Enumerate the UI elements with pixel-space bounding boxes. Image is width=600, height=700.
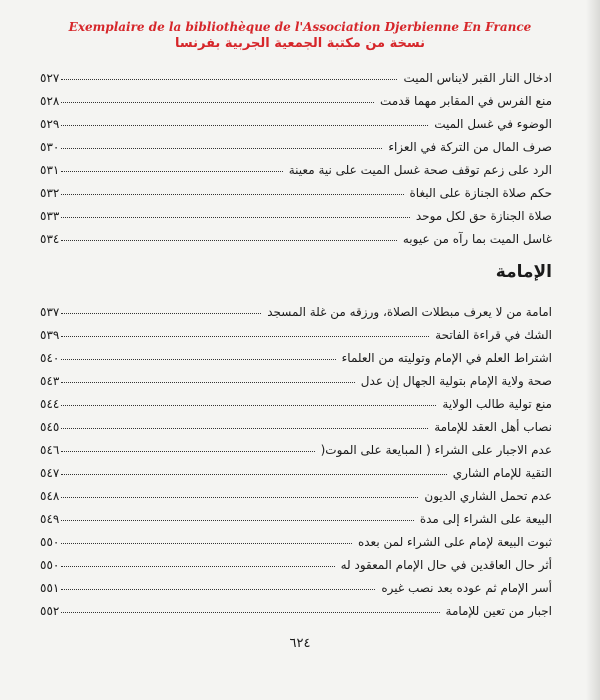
toc-entry-title: حكم صلاة الجنازة على البغاة	[409, 186, 552, 200]
toc-entry	[40, 85, 552, 108]
toc-entry-page: ٥٥٢	[40, 604, 60, 618]
dot-leader	[61, 148, 382, 149]
watermark-arabic: نسخة من مكتبة الجمعية الجربية بفرنسا	[175, 36, 425, 51]
toc-entry-title: اشتراط العلم في الإمام وتوليته من العلماء	[341, 351, 552, 365]
toc-entry-title: غاسل الميت بما رآه من عيوبه	[402, 232, 552, 246]
toc-entry-title: الرد على زعم توقف صحة غسل الميت على نية معينة	[288, 163, 552, 177]
page-edge-shadow	[586, 0, 600, 700]
toc-entry-page: ٥٣٩	[40, 328, 60, 342]
toc-entry-page: ٥٥١	[40, 581, 60, 595]
toc-entry	[40, 223, 552, 246]
toc-entry-page: ٥٣١	[40, 163, 60, 177]
dot-leader	[61, 382, 354, 383]
toc-entry-page: ٥٥٠	[40, 558, 60, 572]
toc-entry-page: ٥٤٧	[40, 466, 60, 480]
toc-entry	[40, 388, 552, 411]
toc-entry-title: ادخال النار القبر لايناس الميت	[403, 71, 552, 85]
dot-leader	[61, 428, 428, 429]
toc-entry	[40, 62, 552, 85]
dot-leader	[61, 336, 429, 337]
dot-leader	[61, 543, 352, 544]
toc-entry	[40, 296, 552, 319]
toc-entry-title: أسر الإمام ثم عوده بعد نصب غيره	[381, 581, 552, 595]
section-heading: الإمامة	[495, 262, 552, 282]
toc-entry-title: اجبار من تعين للإمامة	[445, 604, 552, 618]
toc-entry-title: امامة من لا يعرف مبطلات الصلاة، ورزقه من غلة المسجد	[267, 305, 552, 319]
toc-entry-page: ٥٤٥	[40, 420, 60, 434]
toc-entry-title: صرف المال من التركة في العزاء	[388, 140, 552, 154]
dot-leader	[61, 474, 446, 475]
toc-entry-page: ٥٤٠	[40, 351, 60, 365]
toc-entry-page: ٥٤٨	[40, 489, 60, 503]
dot-leader	[61, 359, 335, 360]
dot-leader	[61, 194, 403, 195]
toc-entry-title: الشك في قراءة الفاتحة	[435, 328, 552, 342]
dot-leader	[61, 79, 397, 80]
toc-entry-page: ٥٥٠	[40, 535, 60, 549]
dot-leader	[61, 240, 397, 241]
dot-leader	[61, 405, 436, 406]
toc-entry	[40, 131, 552, 154]
toc-entry-page: ٥٤٤	[40, 397, 60, 411]
toc-entry	[40, 177, 552, 200]
dot-leader	[61, 612, 439, 613]
toc-entry-page: ٥٤٩	[40, 512, 60, 526]
toc-entry-title: منع الفرس في المقابر مهما قدمت	[380, 94, 552, 108]
toc-entry-page: ٥٣٣	[40, 209, 60, 223]
toc-entry-title: ثبوت البيعة لإمام على الشراء لمن بعده	[357, 535, 552, 549]
toc-entry	[40, 434, 552, 457]
toc-entry-page: ٥٤٦	[40, 443, 60, 457]
toc-entry	[40, 411, 552, 434]
toc-entry-page: ٥٣٢	[40, 186, 60, 200]
toc-entry-title: التقية للإمام الشاري	[452, 466, 552, 480]
toc-entry-title: نصاب أهل العقد للإمامة	[434, 420, 552, 434]
toc-entry	[40, 365, 552, 388]
toc-section-1	[40, 62, 552, 246]
dot-leader	[61, 217, 410, 218]
watermark-french: Exemplaire de la bibliothèque de l'Association Djerbienne En France	[68, 20, 532, 34]
dot-leader	[61, 125, 428, 126]
toc-entry-title: البيعة على الشراء إلى مدة	[419, 512, 552, 526]
toc-entry	[40, 342, 552, 365]
toc-entry-page: ٥٣٠	[40, 140, 60, 154]
toc-entry	[40, 480, 552, 503]
toc-entry	[40, 503, 552, 526]
toc-entry-page: ٥٣٤	[40, 232, 60, 246]
toc-entry-title: أثر حال العاقدين في حال الإمام المعقود له	[340, 558, 552, 572]
toc-entry	[40, 154, 552, 177]
dot-leader	[61, 589, 375, 590]
toc-entry-title: الوضوء في غسل الميت	[434, 117, 552, 131]
dot-leader	[61, 566, 334, 567]
toc-entry-title: عدم تحمل الشاري الديون	[424, 489, 552, 503]
toc-section-2	[40, 296, 552, 618]
toc-entry-title: صلاة الجنازة حق لكل موحد	[415, 209, 552, 223]
toc-entry	[40, 457, 552, 480]
dot-leader	[61, 313, 261, 314]
toc-entry	[40, 200, 552, 223]
toc-entry	[40, 572, 552, 595]
dot-leader	[61, 520, 414, 521]
page-number: ٦٢٤	[289, 636, 311, 651]
library-watermark	[0, 20, 600, 52]
toc-entry-page: ٥٢٨	[40, 94, 60, 108]
toc-entry	[40, 526, 552, 549]
toc-entry	[40, 595, 552, 618]
toc-entry-title: صحة ولاية الإمام بتولية الجهال إن عدل	[360, 374, 552, 388]
dot-leader	[61, 171, 282, 172]
toc-entry-page: ٥٢٩	[40, 117, 60, 131]
toc-entry	[40, 108, 552, 131]
dot-leader	[61, 451, 314, 452]
dot-leader	[61, 497, 418, 498]
toc-entry	[40, 549, 552, 572]
toc-entry-page: ٥٢٧	[40, 71, 60, 85]
dot-leader	[61, 102, 374, 103]
toc-entry-title: عدم الاجبار على الشراء ( المبايعة على الموت(	[320, 443, 552, 457]
toc-entry-page: ٥٣٧	[40, 305, 60, 319]
toc-entry-page: ٥٤٣	[40, 374, 60, 388]
toc-entry	[40, 319, 552, 342]
toc-entry-title: منع تولية طالب الولاية	[442, 397, 552, 411]
